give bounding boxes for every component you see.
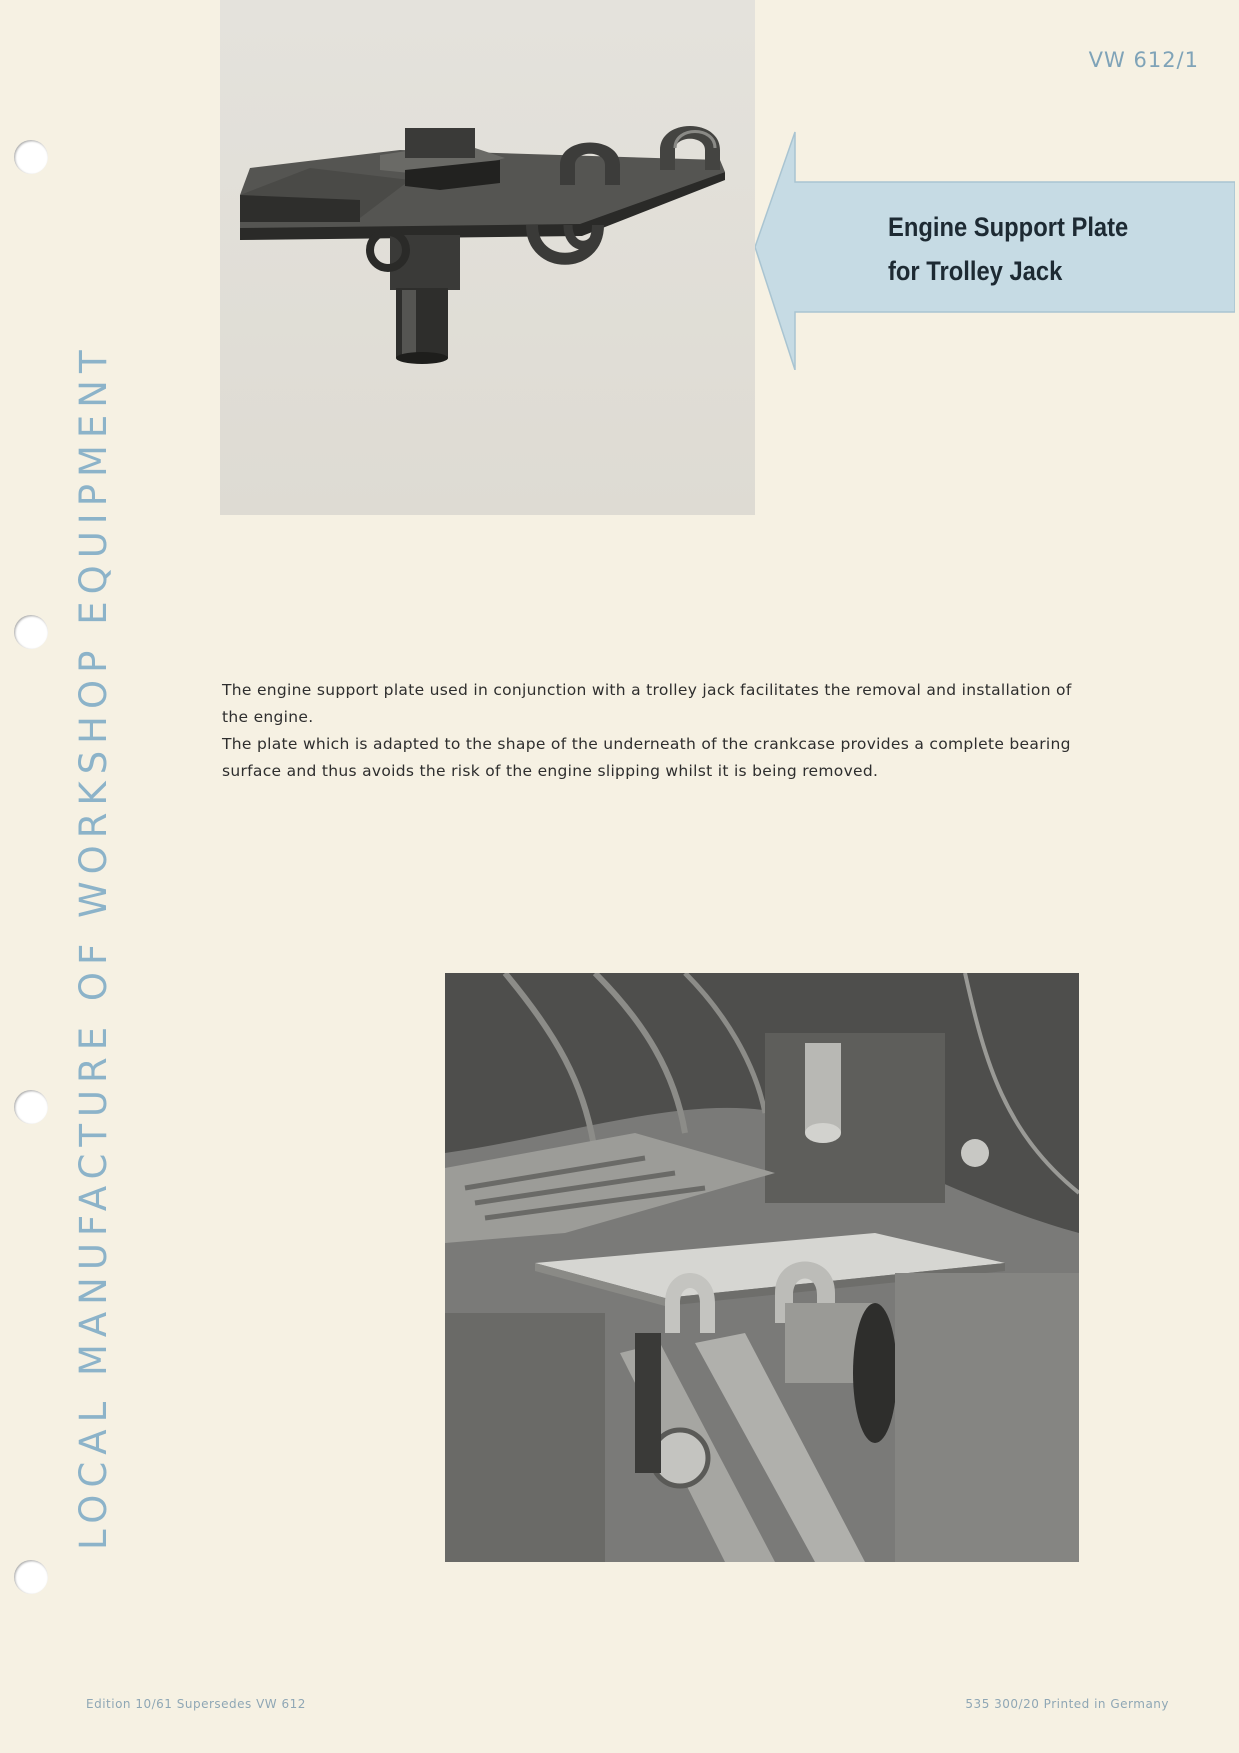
support-plate-illustration	[220, 0, 755, 515]
installed-plate-illustration	[445, 973, 1079, 1562]
callout-title	[888, 205, 1128, 293]
description-paragraph: The engine support plate used in conjunction with a trolley jack facilitates the removal and installation of the engine.	[222, 681, 1072, 726]
description-paragraph: The plate which is adapted to the shape of the underneath of the crankcase provides a complete bearing surface and thus avoids the risk of the engine slipping whilst it is being removed.	[222, 735, 1071, 780]
callout-title-line1: Engine Support Plate	[888, 212, 1129, 242]
footer-print-info: 535 300/20 Printed in Germany	[965, 1697, 1169, 1711]
side-title: LOCAL MANUFACTURE OF WORKSHOP EQUIPMENT	[72, 343, 115, 1550]
description-text	[222, 677, 1082, 785]
installed-plate-photo	[445, 973, 1079, 1562]
document-number: VW 612/1	[1088, 48, 1199, 72]
punch-hole	[14, 1560, 48, 1594]
support-plate-photo	[220, 0, 755, 515]
punch-hole	[14, 615, 48, 649]
footer-edition: Edition 10/61 Supersedes VW 612	[86, 1697, 306, 1711]
punch-hole	[14, 1090, 48, 1124]
callout-title-line2: for Trolley Jack	[888, 256, 1063, 286]
title-callout	[755, 130, 1235, 370]
punch-hole	[14, 140, 48, 174]
